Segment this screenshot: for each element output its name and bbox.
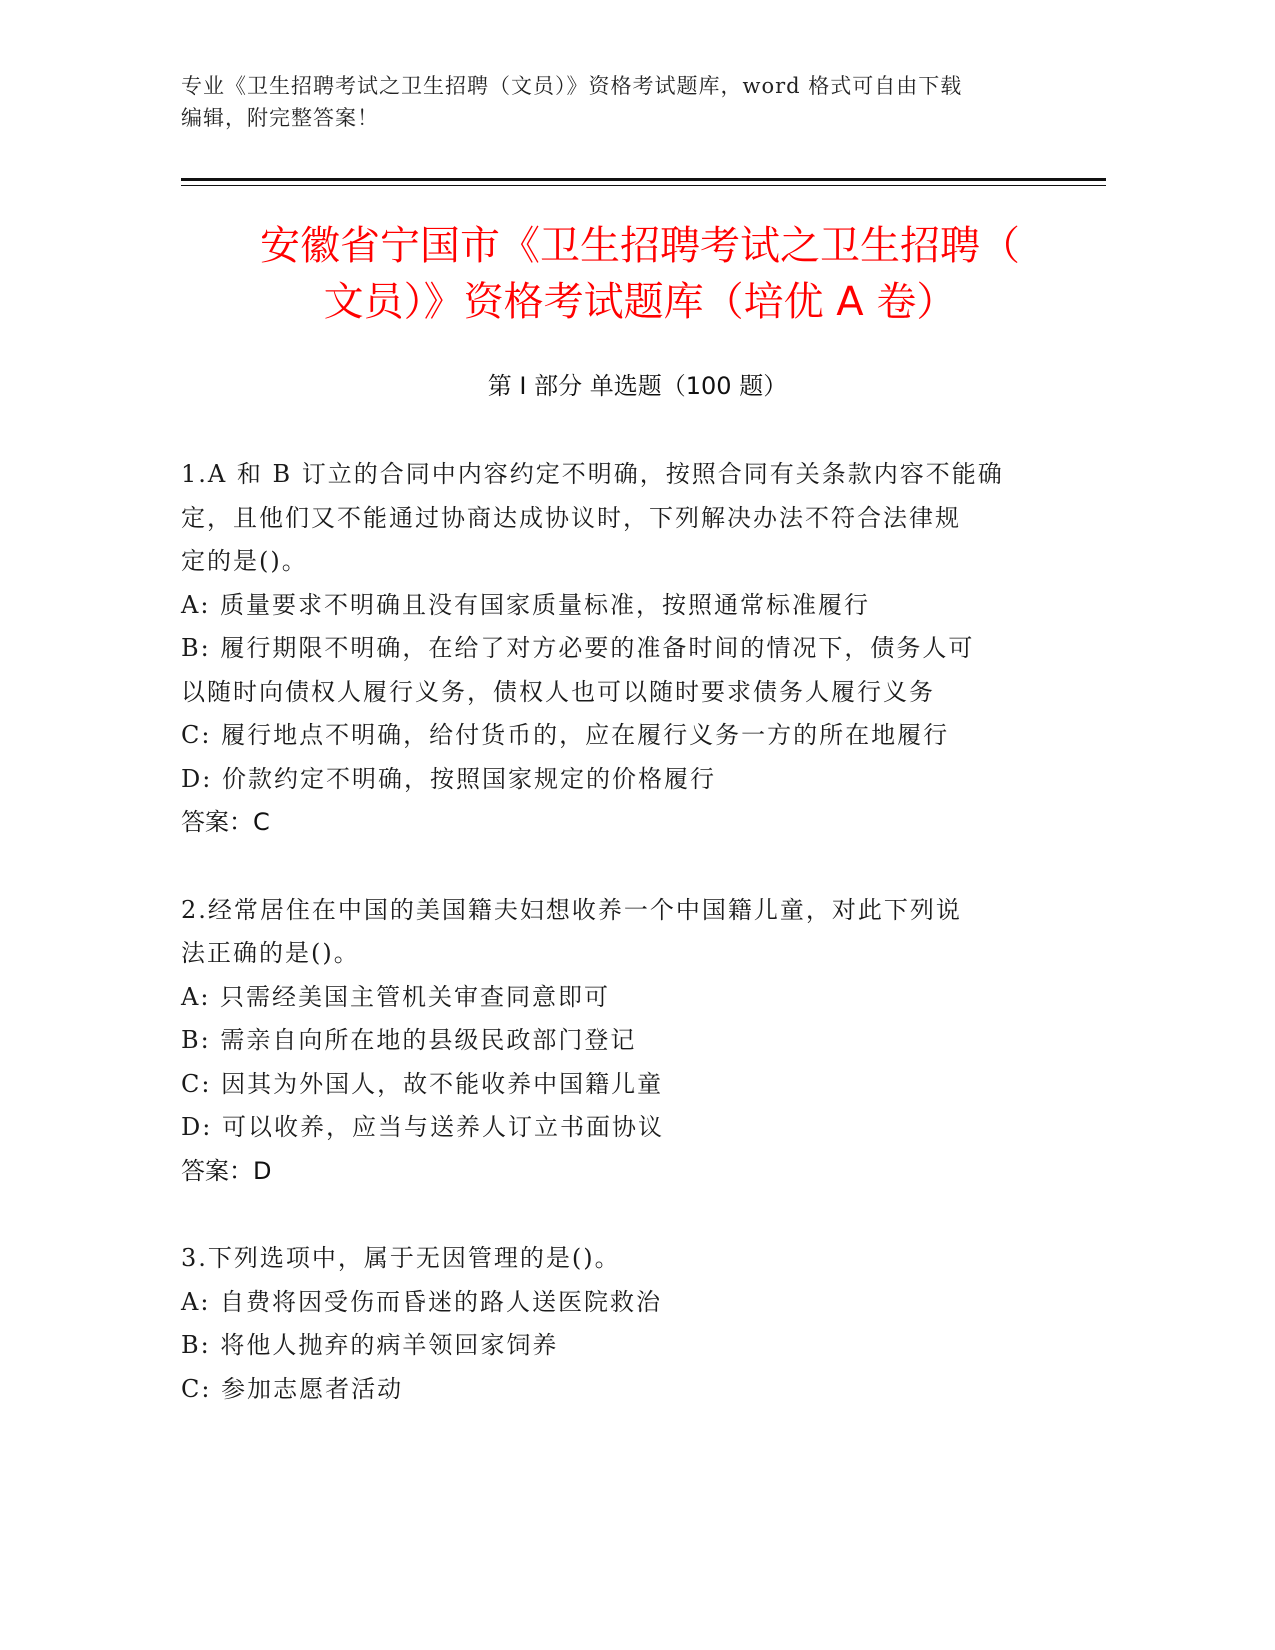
document-title-line: 文员）》资格考试题库（培优 A 卷） (323, 279, 957, 325)
option-a: A: 只需经美国主管机关审查同意即可 (181, 982, 611, 1011)
option-b-continued: 以随时向债权人履行义务，债权人也可以随时要求债务人履行义务 (181, 677, 935, 706)
option-d: D: 可以收养，应当与送养人订立书面协议 (181, 1113, 664, 1141)
section-title: 第 I 部分 单选题（100 题） (487, 372, 788, 400)
question-item (181, 889, 1051, 1194)
question-item (181, 1237, 1051, 1411)
question-list (181, 453, 1051, 1455)
option-a: A: 自费将因受伤而昏迷的路人送医院救治 (181, 1287, 663, 1316)
option-b: B: 将他人抛弃的病羊领回家饲养 (181, 1331, 559, 1359)
option-c: C: 因其为外国人，故不能收养中国籍儿童 (181, 1069, 664, 1098)
question-stem-line: 2.经常居住在中国的美国籍夫妇想收养一个中国籍儿童，对此下列说 (181, 895, 962, 924)
question-stem-line: 定的是()。 (181, 547, 308, 575)
header-note (181, 70, 1051, 134)
option-c: C: 参加志愿者活动 (181, 1374, 404, 1403)
answer-label: 答案：D (181, 1156, 272, 1185)
document-title (140, 218, 1140, 330)
question-item (181, 453, 1051, 845)
option-b: B: 履行期限不明确，在给了对方必要的准备时间的情况下，债务人可 (181, 634, 975, 662)
question-stem-line: 3.下列选项中，属于无因管理的是()。 (181, 1244, 621, 1272)
option-d: D: 价款约定不明确，按照国家规定的价格履行 (181, 764, 716, 793)
question-stem-line: 1.A 和 B 订立的合同中内容约定不明确，按照合同有关条款内容不能确 (181, 460, 1004, 488)
question-stem-line: 法正确的是()。 (181, 939, 360, 967)
option-a: A: 质量要求不明确且没有国家质量标准，按照通常标准履行 (181, 590, 871, 619)
header-divider-thick (181, 178, 1106, 181)
header-divider-thin (181, 185, 1106, 186)
header-note-line: 专业《卫生招聘考试之卫生招聘（文员）》资格考试题库，word 格式可自由下载 (181, 74, 963, 98)
answer-label: 答案：C (181, 808, 270, 836)
document-title-line: 安徽省宁国市《卫生招聘考试之卫生招聘（ (260, 223, 1020, 269)
option-c: C: 履行地点不明确，给付货币的，应在履行义务一方的所在地履行 (181, 721, 950, 749)
question-stem-line: 定，且他们又不能通过协商达成协议时，下列解决办法不符合法律规 (181, 503, 961, 532)
header-note-line: 编辑，附完整答案！ (181, 106, 379, 130)
option-b: B: 需亲自向所在地的县级民政部门登记 (181, 1026, 637, 1054)
